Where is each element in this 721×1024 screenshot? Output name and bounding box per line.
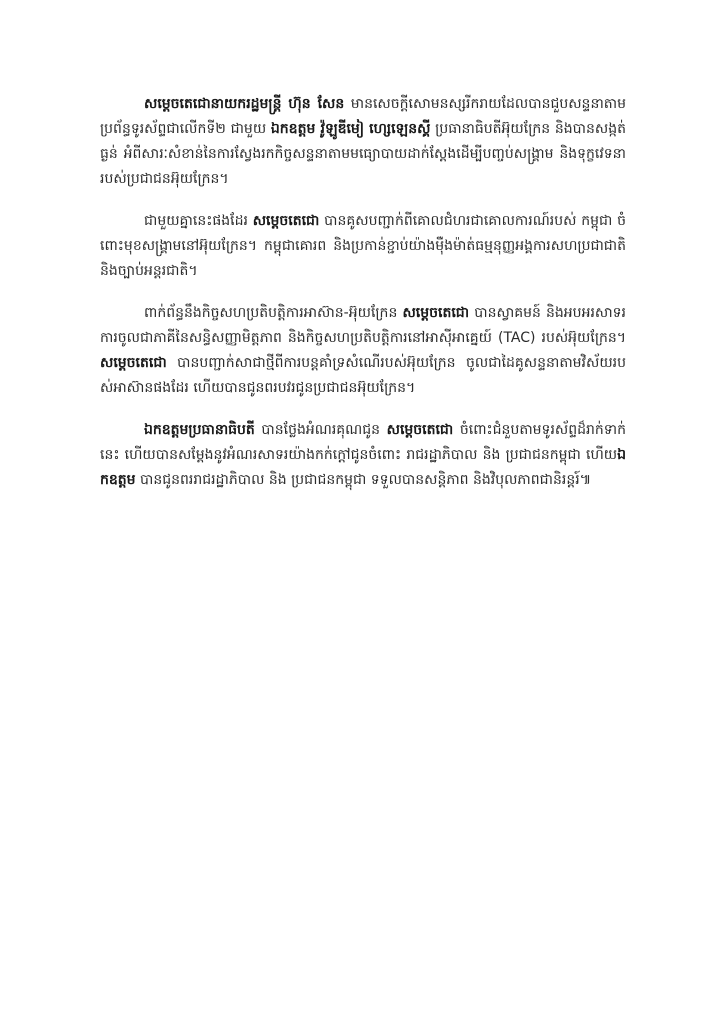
paragraph-2-segment: សម្តេចតេជោ <box>252 213 320 229</box>
paragraph-2 <box>100 209 626 284</box>
paragraph-1 <box>100 92 626 192</box>
paragraph-3-segment: បានស្វាគមន៍ និងអបអរសាទរការចូលជាភាគីនៃសន្ធិសញ្ញាមិត្តភាព និងកិច្ចសហប្រតិបត្តិការនៅអាស៊ីអាគ្នេយ៍ (TAC) របស់អ៊ុយក្រែន។ <box>100 305 626 346</box>
paragraph-4-segment: ឯកឧត្តមប្រធានាធិបតី <box>144 422 255 438</box>
paragraph-4-segment: ចំពោះជំនួបតាមទូរស័ព្ទដ៏រាក់ទាក់នេះ ហើយបានសម្តែងនូវអំណរសាទរយ៉ាងកក់ក្តៅជូនចំពោះ រាជរដ្ឋាភិបាល និង ប្រជាជនកម្ពុជា ហើយ <box>100 422 626 463</box>
paragraph-1-segment: ប្រធានាធិបតីអ៊ុយក្រែន និងបានសង្កត់ធ្ងន់ អំពីសារៈសំខាន់នៃការស្វែងរកកិច្ចសន្ទនាតាមមធ្យោបាយដាក់ស្តែងដើម្បីបញ្ចប់សង្គ្រាម និងទុក្ខវេទនារបស់ប្រជាជនអ៊ុយក្រែន។ <box>100 121 626 187</box>
paragraph-1-segment: មានសេចក្តីសោមនស្សរីករាយដែលបានជួបសន្ទនាតាមប្រព័ន្ធទូរស័ព្ទជាលើកទី២ ជាមួយ <box>100 96 626 137</box>
paragraph-3-segment: ពាក់ព័ន្ធនឹងកិច្ចសហប្រតិបត្តិការអាស៊ាន-អ៊ុយក្រែន <box>144 305 403 321</box>
paragraph-4-segment: បានជូនពររាជរដ្ឋាភិបាល និង ប្រជាជនកម្ពុជា ទទួលបានសន្តិភាព និងវិបុលភាពជានិរន្តរ៍៕ <box>135 472 592 488</box>
paragraph-1-segment: ឯកឧត្តម វ៉ូឡូឌីមៀ ហ្សេឡេនស្គី <box>270 121 431 137</box>
paragraph-3-segment: សម្តេចតេជោ <box>402 305 470 321</box>
paragraph-4-segment: បានថ្លែងអំណរគុណជូន <box>254 422 387 438</box>
paragraph-3 <box>100 301 626 401</box>
paragraph-4-segment: សម្តេចតេជោ <box>386 422 454 438</box>
document-body <box>100 92 626 510</box>
paragraph-2-segment: បានគូសបញ្ជាក់ពីគោលជំហរជាគោលការណ៍របស់ កម្ពុជា ចំពោះមុខសង្គ្រាមនៅអ៊ុយក្រែន។ កម្ពុជាគោរព និងប្រកាន់ខ្ជាប់យ៉ាងម៉ឺងម៉ាត់ធម្មនុញ្ញអង្គការសហប្រជាជាតិ និងច្បាប់អន្តរជាតិ។ <box>100 213 627 279</box>
paragraph-4-segment: ឯកឧត្តម <box>100 447 626 488</box>
paragraph-3-segment: សម្តេចតេជោ <box>100 355 167 371</box>
paragraph-3-segment: បានបញ្ជាក់សាជាថ្មីពីការបន្តគាំទ្រសំណើរបស់អ៊ុយក្រែន ចូលជាដៃគូសន្ទនាតាមវិស័យរបស់អាស៊ានផងដែរ ហើយបានជូនពរបវរជូនប្រជាជនអ៊ុយក្រែន។ <box>100 355 626 396</box>
paragraph-1-segment: សម្តេចតេជោនាយករដ្ឋមន្ត្រី ហ៊ុន សែន <box>144 96 345 112</box>
paragraph-2-segment: ជាមួយគ្នានេះផងដែរ <box>144 213 253 229</box>
paragraph-4 <box>100 418 626 493</box>
